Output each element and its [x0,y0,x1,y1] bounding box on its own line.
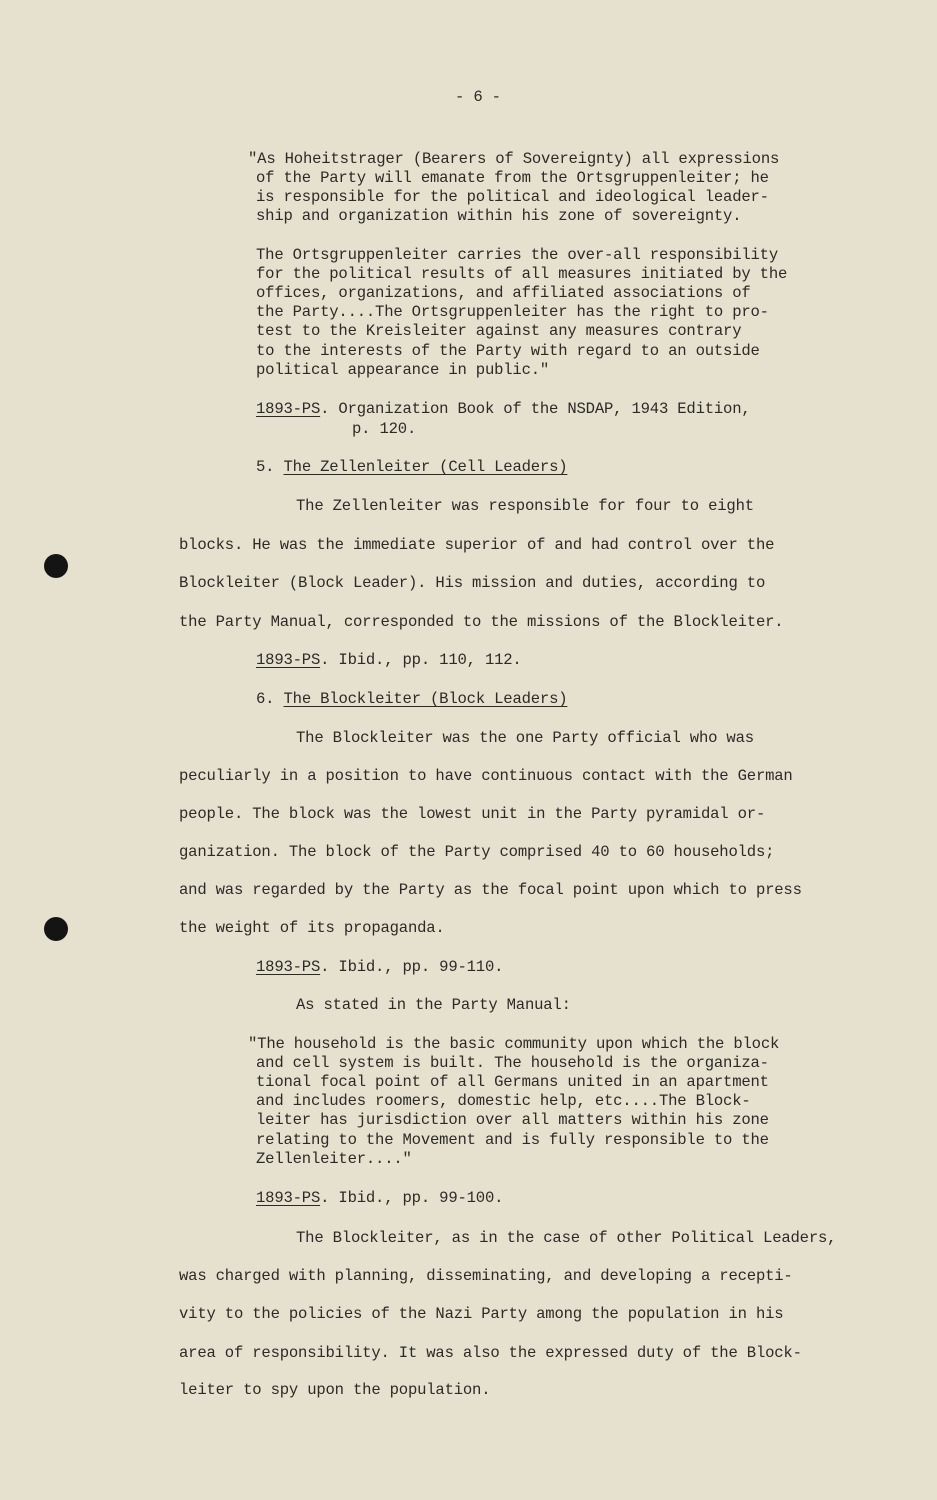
citation [256,1189,503,1208]
paragraph-line: leiter to spy upon the population. [179,1381,491,1399]
paragraph-line: The Blockleiter was the one Party official who was [296,729,754,747]
section-heading [256,690,567,709]
citation-text: . Ibid., pp. 99-100. [320,1189,504,1207]
section-title: The Zellenleiter (Cell Leaders) [283,458,568,476]
citation-ref: 1893-PS [256,1189,321,1207]
paragraph-line: and was regarded by the Party as the focal point upon which to press [179,881,802,899]
paragraph-line: vity to the policies of the Nazi Party among the population in his [179,1305,784,1323]
quote3-line: and includes roomers, domestic help, etc....The Block- [256,1092,751,1110]
quote1-line: of the Party will emanate from the Ortsgruppenleiter; he [256,169,769,187]
paragraph-line: The Zellenleiter was responsible for four to eight [296,497,754,515]
quote2-line: political appearance in public." [256,361,550,379]
quote2-line: to the interests of the Party with regard to an outside [256,342,760,360]
quote2-line: The Ortsgruppenleiter carries the over-all responsibility [256,246,778,264]
paragraph-line: The Blockleiter, as in the case of other Political Leaders, [296,1229,837,1247]
quote2-line: offices, organizations, and affiliated associations of [256,284,751,302]
page-number: - 6 - [455,88,501,106]
paragraph-line: blocks. He was the immediate superior of and had control over the [179,536,775,554]
citation [256,651,522,670]
quote2-line: the Party....The Ortsgruppenleiter has the right to pro- [256,303,769,321]
section-number: 6. [256,690,275,708]
section-title: The Blockleiter (Block Leaders) [283,690,568,708]
citation-ref: 1893-PS [256,651,321,669]
quote3-line: "The household is the basic community upon which the block [248,1035,780,1053]
citation-text: . Ibid., pp. 110, 112. [320,651,522,669]
paragraph-line: peculiarly in a position to have continuous contact with the German [179,767,793,785]
citation [256,400,751,419]
citation-text: . Ibid., pp. 99-110. [320,958,504,976]
quote1-line: is responsible for the political and ideological leader- [256,188,769,206]
punch-hole [44,554,68,578]
citation-ref: 1893-PS [256,400,321,418]
quote1-line: ship and organization within his zone of sovereignty. [256,207,742,225]
paragraph-line: area of responsibility. It was also the expressed duty of the Block- [179,1344,802,1362]
section-heading [256,458,567,477]
paragraph-line: people. The block was the lowest unit in the Party pyramidal or- [179,805,766,823]
paragraph-line: the weight of its propaganda. [179,919,445,937]
citation-text: . Organization Book of the NSDAP, 1943 Edition, [320,400,751,418]
citation-text: p. 120. [352,420,417,438]
paragraph-line: Blockleiter (Block Leader). His mission and duties, according to [179,574,766,592]
paragraph-line: ganization. The block of the Party comprised 40 to 60 households; [179,843,775,861]
citation-ref: 1893-PS [256,958,321,976]
quote2-line: test to the Kreisleiter against any measures contrary [256,322,742,340]
quote3-line: and cell system is built. The household is the organiza- [256,1054,769,1072]
quote3-line: leiter has jurisdiction over all matters within his zone [256,1111,769,1129]
paragraph-line: was charged with planning, disseminating, and developing a recepti- [179,1267,793,1285]
quote3-line: Zellenleiter...." [256,1150,412,1168]
quote3-line: relating to the Movement and is fully responsible to the [256,1131,769,1149]
paragraph-line: the Party Manual, corresponded to the missions of the Blockleiter. [179,613,784,631]
quote1-line: "As Hoheitstrager (Bearers of Sovereignty) all expressions [248,150,780,168]
punch-hole [44,917,68,941]
intro-line: As stated in the Party Manual: [296,996,571,1014]
quote3-line: tional focal point of all Germans united in an apartment [256,1073,769,1091]
quote2-line: for the political results of all measures initiated by the [256,265,788,283]
citation [256,958,503,977]
section-number: 5. [256,458,275,476]
